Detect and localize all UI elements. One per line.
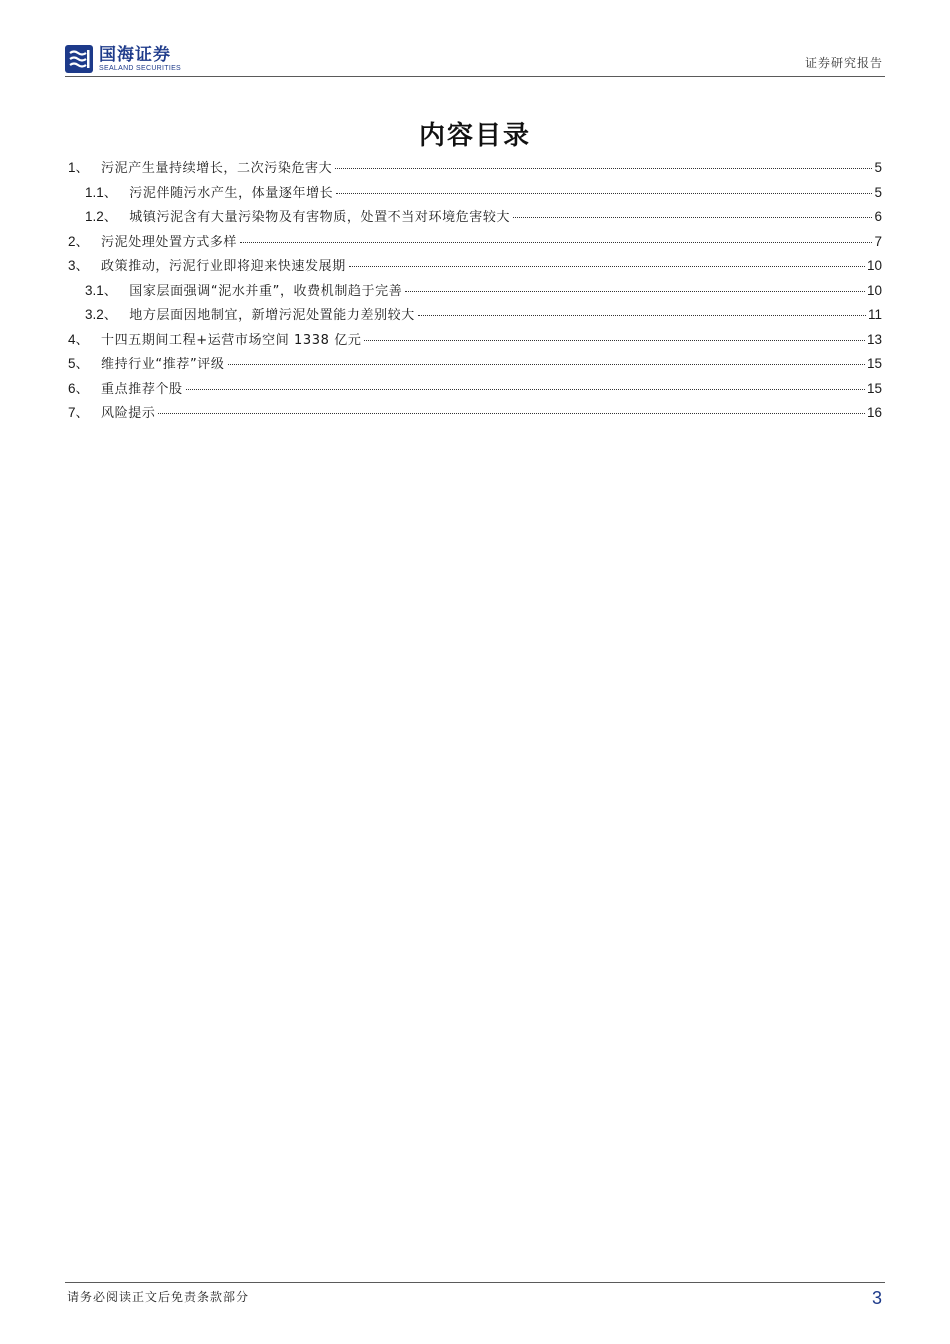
toc-entry-title: 国家层面强调“泥水并重”，收费机制趋于完善 [129,283,403,299]
brand-logo [65,44,181,74]
toc-entry-page: 10 [866,282,882,298]
toc-leader-dots [364,340,865,341]
toc-entry-3-1[interactable] [68,281,882,306]
toc-entry-number: 5、 [68,356,90,371]
toc-leader-dots [513,217,872,218]
toc-leader-dots [240,242,872,243]
sealand-logo-icon [65,45,93,73]
toc-entry-number: 1.1、 [85,184,118,200]
brand-name-en: SEALAND SECURITIES [99,64,182,72]
toc-entry-title: 十四五期间工程+运营市场空间 1338 亿元 [101,332,362,348]
toc-entry-page: 15 [866,380,882,396]
toc-entry-page: 11 [867,307,882,322]
toc-entry-number: 6、 [68,380,90,396]
toc-entry-number: 3.1、 [85,282,118,298]
footer-divider [65,1282,885,1283]
toc-entry-title: 地方层面因地制宜，新增污泥处置能力差别较大 [129,308,415,323]
toc-entry-4[interactable] [68,330,882,355]
toc-leader-dots [405,291,865,292]
toc-entry-page: 5 [874,184,882,200]
toc-entry-1-1[interactable] [68,183,882,208]
toc-entry-title: 政策推动，污泥行业即将迎来快速发展期 [101,259,346,274]
toc-entry-page: 13 [866,331,882,347]
toc-entry-title: 污泥伴随污水产生，体量逐年增长 [129,185,334,201]
toc-entry-page: 10 [866,258,882,273]
toc-entry-page: 5 [874,160,882,175]
toc-entry-7[interactable] [68,403,882,428]
toc-leader-dots [336,193,872,194]
toc-leader-dots [158,413,865,414]
report-type-label: 证券研究报告 [804,56,883,70]
toc-entry-number: 4、 [68,331,90,347]
toc-title: 内容目录 [418,121,531,151]
toc-entry-title: 维持行业“推荐”评级 [101,357,225,372]
toc-entry-5[interactable] [68,354,882,379]
toc-entry-page: 6 [874,209,882,224]
toc-entry-page: 15 [866,356,882,371]
toc-entry-2[interactable] [68,232,882,257]
toc-entry-3-2[interactable] [68,305,882,330]
toc-entry-number: 2、 [68,233,90,249]
toc-entry-title: 城镇污泥含有大量污染物及有害物质，处置不当对环境危害较大 [129,210,511,225]
toc-leader-dots [418,315,866,316]
toc-entry-1-2[interactable] [68,207,882,232]
toc-entry-title: 风险提示 [101,406,156,421]
toc-leader-dots [186,389,865,390]
brand-name-cn: 国海证券 [99,44,171,65]
page-header [65,42,885,77]
toc-entry-number: 1.2、 [85,209,118,224]
toc-entry-number: 1、 [68,160,90,175]
toc-entry-3[interactable] [68,256,882,281]
table-of-contents [68,158,882,428]
toc-leader-dots [335,168,872,169]
toc-entry-title: 污泥处理处置方式多样 [101,234,238,250]
toc-leader-dots [228,364,865,365]
toc-entry-1[interactable] [68,158,882,183]
toc-entry-6[interactable] [68,379,882,404]
toc-entry-page: 16 [866,405,882,420]
footer-disclaimer: 请务必阅读正文后免责条款部分 [67,1290,250,1304]
toc-entry-number: 7、 [68,405,90,420]
toc-entry-page: 7 [874,233,882,249]
toc-entry-title: 重点推荐个股 [101,381,183,397]
page-number: 3 [871,1288,882,1308]
toc-leader-dots [349,266,865,267]
toc-entry-number: 3.2、 [85,307,118,322]
toc-entry-title: 污泥产生量持续增长，二次污染危害大 [101,161,333,176]
toc-entry-number: 3、 [68,258,90,273]
